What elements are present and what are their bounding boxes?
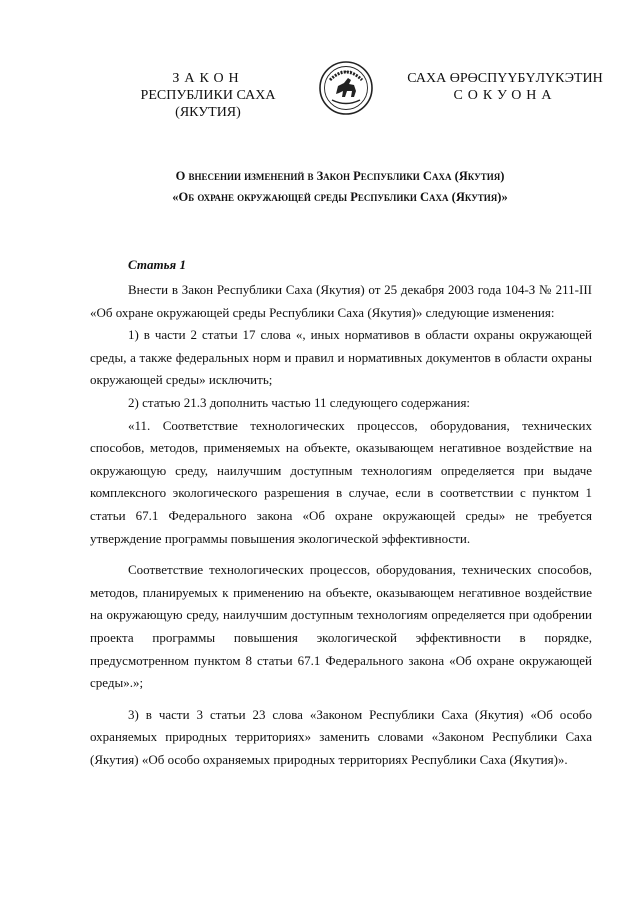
paragraph-part-11: «11. Соответствие технологических процессов, оборудования, технических способов, методов, применяемых на объекте, оказывающем негативное воздействие на окружающую среду, наилучшим доступным технологиям определяется при выдаче комплексного экологического разрешения в случае, если в соответствии с пунктом 1 статьи 67.1 Федерального закона «Об охране окружающей среды» не требуется утверждение программы повышения экологической эффективности. — [90, 417, 592, 546]
paragraph-item-1: 1) в части 2 статьи 17 слова «, иных нормативов в области охраны окружающей среды, а также федеральных норм и правил и нормативных документов в области охраны окружающей среды» исключить; — [90, 327, 592, 388]
paragraph-intro: Внести в Закон Республики Саха (Якутия) от 25 декабря 2003 года 104-З № 211-III «Об охране окружающей среды Республики Саха (Якутия)» следующие изменения: — [90, 282, 592, 320]
header-right-line1: САХА ӨРӨСПҮҮБҮЛҮКЭТИН — [407, 71, 603, 86]
paragraph-part-11-cont: Соответствие технологических процессов, оборудования, технических способов, методов, планируемых к применению на объекте, оказывающем негативное воздействие на окружающую среду, наилучшим доступным технологиям определяется при одобрении проекта программы повышения экологической эффективности в порядке, предусмотренном пунктом 8 статьи 67.1 Федерального закона «Об охране окружающей среды».»; — [90, 562, 592, 691]
title-line1: О внесении изменений в Закон Республики Саха (Якутия) — [175, 169, 505, 183]
svg-text:✦ ✦ ✦: ✦ ✦ ✦ — [339, 69, 353, 74]
header-left — [108, 70, 308, 121]
coat-of-arms-emblem — [318, 60, 374, 116]
article-heading: Статья 1 — [128, 257, 186, 272]
paragraph-item-2: 2) статью 21.3 дополнить частью 11 следующего содержания: — [128, 394, 471, 410]
header-left-line1: ЗАКОН — [172, 71, 244, 86]
article-body — [90, 279, 592, 771]
paragraph-item-3: 3) в части 3 статьи 23 слова «Законом Республики Саха (Якутия) «Об особо охраняемых природных территориях» заменить словами «Законом Республики Саха (Якутия) «Об особо охраняемых природных территориях Республики Саха (Якутия)». — [90, 706, 592, 767]
header-right-line2: СОКУОНА — [453, 88, 557, 103]
header-right — [400, 70, 610, 104]
title-line2: «Об охране окружающей среды Республики Саха (Якутия)» — [172, 190, 508, 204]
document-title — [60, 166, 620, 208]
header-left-line2: РЕСПУБЛИКИ САХА (ЯКУТИЯ) — [140, 88, 276, 120]
